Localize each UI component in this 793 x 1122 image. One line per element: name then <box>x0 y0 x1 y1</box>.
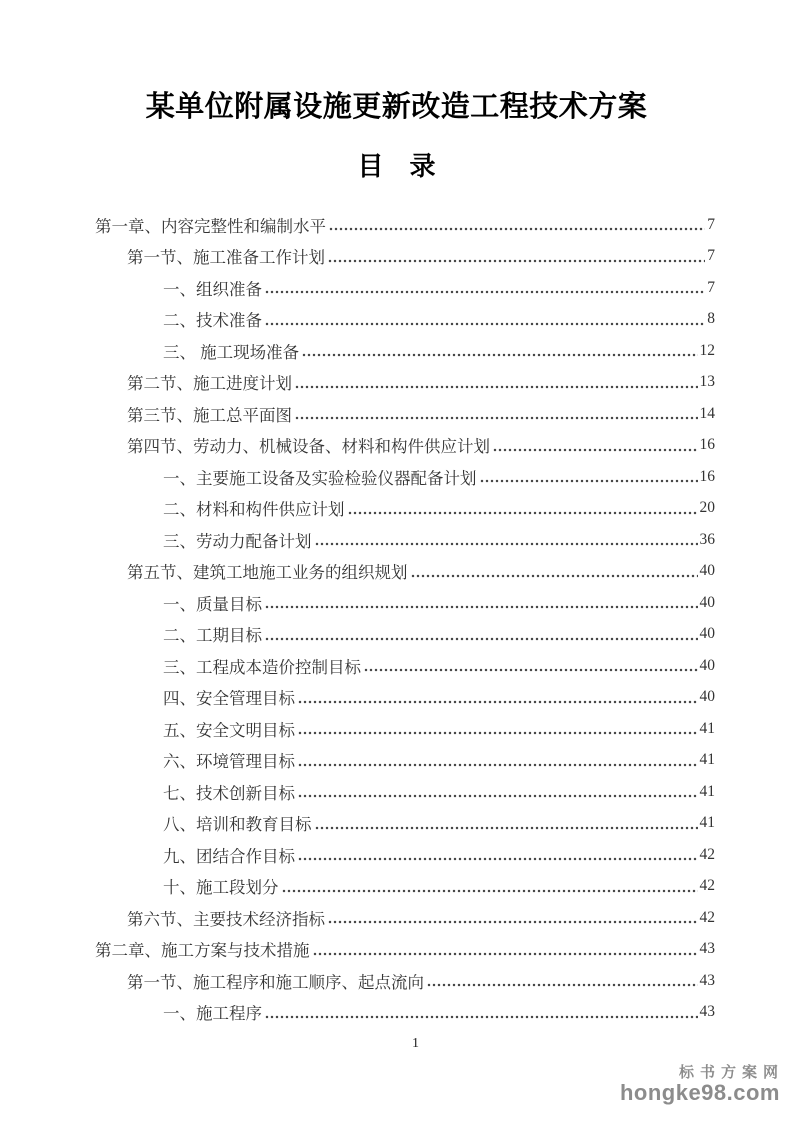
toc-entry-label: 第三节、施工总平面图 <box>127 405 292 425</box>
toc-entry-label: 四、安全管理目标 <box>163 689 295 709</box>
toc-entry[interactable] <box>90 996 715 1028</box>
toc-entry-page: 41 <box>699 751 715 769</box>
dot-leader <box>328 920 698 924</box>
toc-entry[interactable] <box>90 461 715 493</box>
toc-entry-page: 20 <box>699 499 715 517</box>
toc-entry[interactable] <box>90 429 715 461</box>
toc-entry[interactable] <box>90 335 715 367</box>
toc-entry-page: 13 <box>699 373 715 391</box>
dot-leader <box>315 826 698 830</box>
toc-entry-page: 42 <box>699 845 715 863</box>
toc-entry[interactable] <box>90 555 715 587</box>
toc-entry-page: 41 <box>699 814 715 832</box>
document-title: 某单位附属设施更新改造工程技术方案 <box>145 91 648 123</box>
dot-leader <box>313 952 698 956</box>
toc-entry[interactable] <box>90 870 715 902</box>
toc-entry-label: 十、施工段划分 <box>163 878 279 898</box>
dot-leader <box>295 385 698 389</box>
toc-entry[interactable] <box>90 744 715 776</box>
toc-entry-page: 41 <box>699 782 715 800</box>
toc-entry-page: 42 <box>699 877 715 895</box>
toc-entry-label: 一、主要施工设备及实验检验仪器配备计划 <box>163 468 477 488</box>
toc-entry-label: 九、团结合作目标 <box>163 846 295 866</box>
dot-leader <box>298 794 698 798</box>
toc-entry[interactable] <box>90 650 715 682</box>
toc-entry-label: 一、组织准备 <box>163 279 262 299</box>
dot-leader <box>315 542 698 546</box>
toc-entry-page: 40 <box>699 593 715 611</box>
toc-entry-label: 二、工期目标 <box>163 626 262 646</box>
toc-entry-page: 12 <box>699 341 715 359</box>
toc-entry-page: 40 <box>699 656 715 674</box>
toc-entry[interactable] <box>90 807 715 839</box>
toc-entry-page: 16 <box>699 436 715 454</box>
toc-entry-label: 三、劳动力配备计划 <box>163 531 312 551</box>
dot-leader <box>329 227 705 231</box>
toc-entry[interactable] <box>90 492 715 524</box>
dot-leader <box>265 322 705 326</box>
toc-entry-page: 7 <box>707 215 715 233</box>
toc-entry[interactable] <box>90 681 715 713</box>
toc-entry-page: 14 <box>699 404 715 422</box>
toc-entry-label: 第二节、施工进度计划 <box>127 374 292 394</box>
toc-entry-label: 第六节、主要技术经济指标 <box>127 909 325 929</box>
toc-entry-label: 三、 施工现场准备 <box>163 342 300 362</box>
toc-entry[interactable] <box>90 398 715 430</box>
toc-entry-page: 40 <box>699 688 715 706</box>
watermark <box>619 1064 784 1106</box>
toc-entry-page: 7 <box>707 247 715 265</box>
toc-entry-page: 43 <box>699 940 715 958</box>
toc-entry-label: 第五节、建筑工地施工业务的组织规划 <box>127 563 408 583</box>
dot-leader <box>265 605 698 609</box>
toc-entry-label: 第一节、施工程序和施工顺序、起点流向 <box>127 972 424 992</box>
toc-entry[interactable] <box>90 902 715 934</box>
toc-entry-page: 7 <box>707 278 715 296</box>
toc-entry-page: 40 <box>699 625 715 643</box>
toc-entry-label: 八、培训和教育目标 <box>163 815 312 835</box>
toc-entry-page: 16 <box>699 467 715 485</box>
toc-entry-label: 一、施工程序 <box>163 1004 262 1024</box>
dot-leader <box>364 668 698 672</box>
toc-entry[interactable] <box>90 618 715 650</box>
dot-leader <box>348 511 698 515</box>
toc-entry-page: 8 <box>707 310 715 328</box>
toc-entry-label: 五、安全文明目标 <box>163 720 295 740</box>
toc-entry[interactable] <box>90 965 715 997</box>
toc-list <box>90 209 715 1028</box>
dot-leader <box>480 479 698 483</box>
toc-entry[interactable] <box>90 272 715 304</box>
dot-leader <box>265 637 698 641</box>
dot-leader <box>282 889 698 893</box>
dot-leader <box>427 983 698 987</box>
toc-entry-label: 一、质量目标 <box>163 594 262 614</box>
dot-leader <box>493 448 698 452</box>
toc-entry[interactable] <box>90 776 715 808</box>
toc-entry[interactable] <box>90 524 715 556</box>
dot-leader <box>328 259 705 263</box>
dot-leader <box>298 857 698 861</box>
toc-entry-page: 41 <box>699 719 715 737</box>
toc-entry-label: 第一节、施工准备工作计划 <box>127 248 325 268</box>
watermark-site-name: 标书方案网 <box>678 1064 784 1081</box>
toc-entry-page: 42 <box>699 908 715 926</box>
toc-entry-label: 二、技术准备 <box>163 311 262 331</box>
dot-leader <box>302 353 697 357</box>
dot-leader <box>265 290 705 294</box>
toc-entry[interactable] <box>90 933 715 965</box>
dot-leader <box>298 700 698 704</box>
toc-entry[interactable] <box>90 587 715 619</box>
toc-entry-label: 六、环境管理目标 <box>163 752 295 772</box>
toc-entry[interactable] <box>90 366 715 398</box>
toc-entry-label: 七、技术创新目标 <box>163 783 295 803</box>
footer-page-number: 1 <box>412 1036 419 1051</box>
dot-leader <box>298 731 698 735</box>
toc-entry[interactable] <box>90 839 715 871</box>
toc-entry-label: 第一章、内容完整性和编制水平 <box>95 216 326 236</box>
toc-entry-page: 36 <box>699 530 715 548</box>
toc-entry-page: 43 <box>699 1003 715 1021</box>
toc-entry-label: 三、工程成本造价控制目标 <box>163 657 361 677</box>
toc-entry[interactable] <box>90 240 715 272</box>
toc-entry[interactable] <box>90 209 715 241</box>
dot-leader <box>265 1015 698 1019</box>
toc-entry-page: 43 <box>699 971 715 989</box>
toc-entry[interactable] <box>90 303 715 335</box>
dot-leader <box>295 416 698 420</box>
toc-entry-label: 第二章、施工方案与技术措施 <box>95 941 310 961</box>
toc-entry[interactable] <box>90 713 715 745</box>
watermark-site-url: hongke98.com <box>619 1080 780 1106</box>
toc-entry-label: 二、材料和构件供应计划 <box>163 500 345 520</box>
toc-heading: 目 录 <box>357 151 436 181</box>
dot-leader <box>298 763 698 767</box>
toc-entry-page: 40 <box>699 562 715 580</box>
toc-entry-label: 第四节、劳动力、机械设备、材料和构件供应计划 <box>127 437 490 457</box>
dot-leader <box>411 574 698 578</box>
